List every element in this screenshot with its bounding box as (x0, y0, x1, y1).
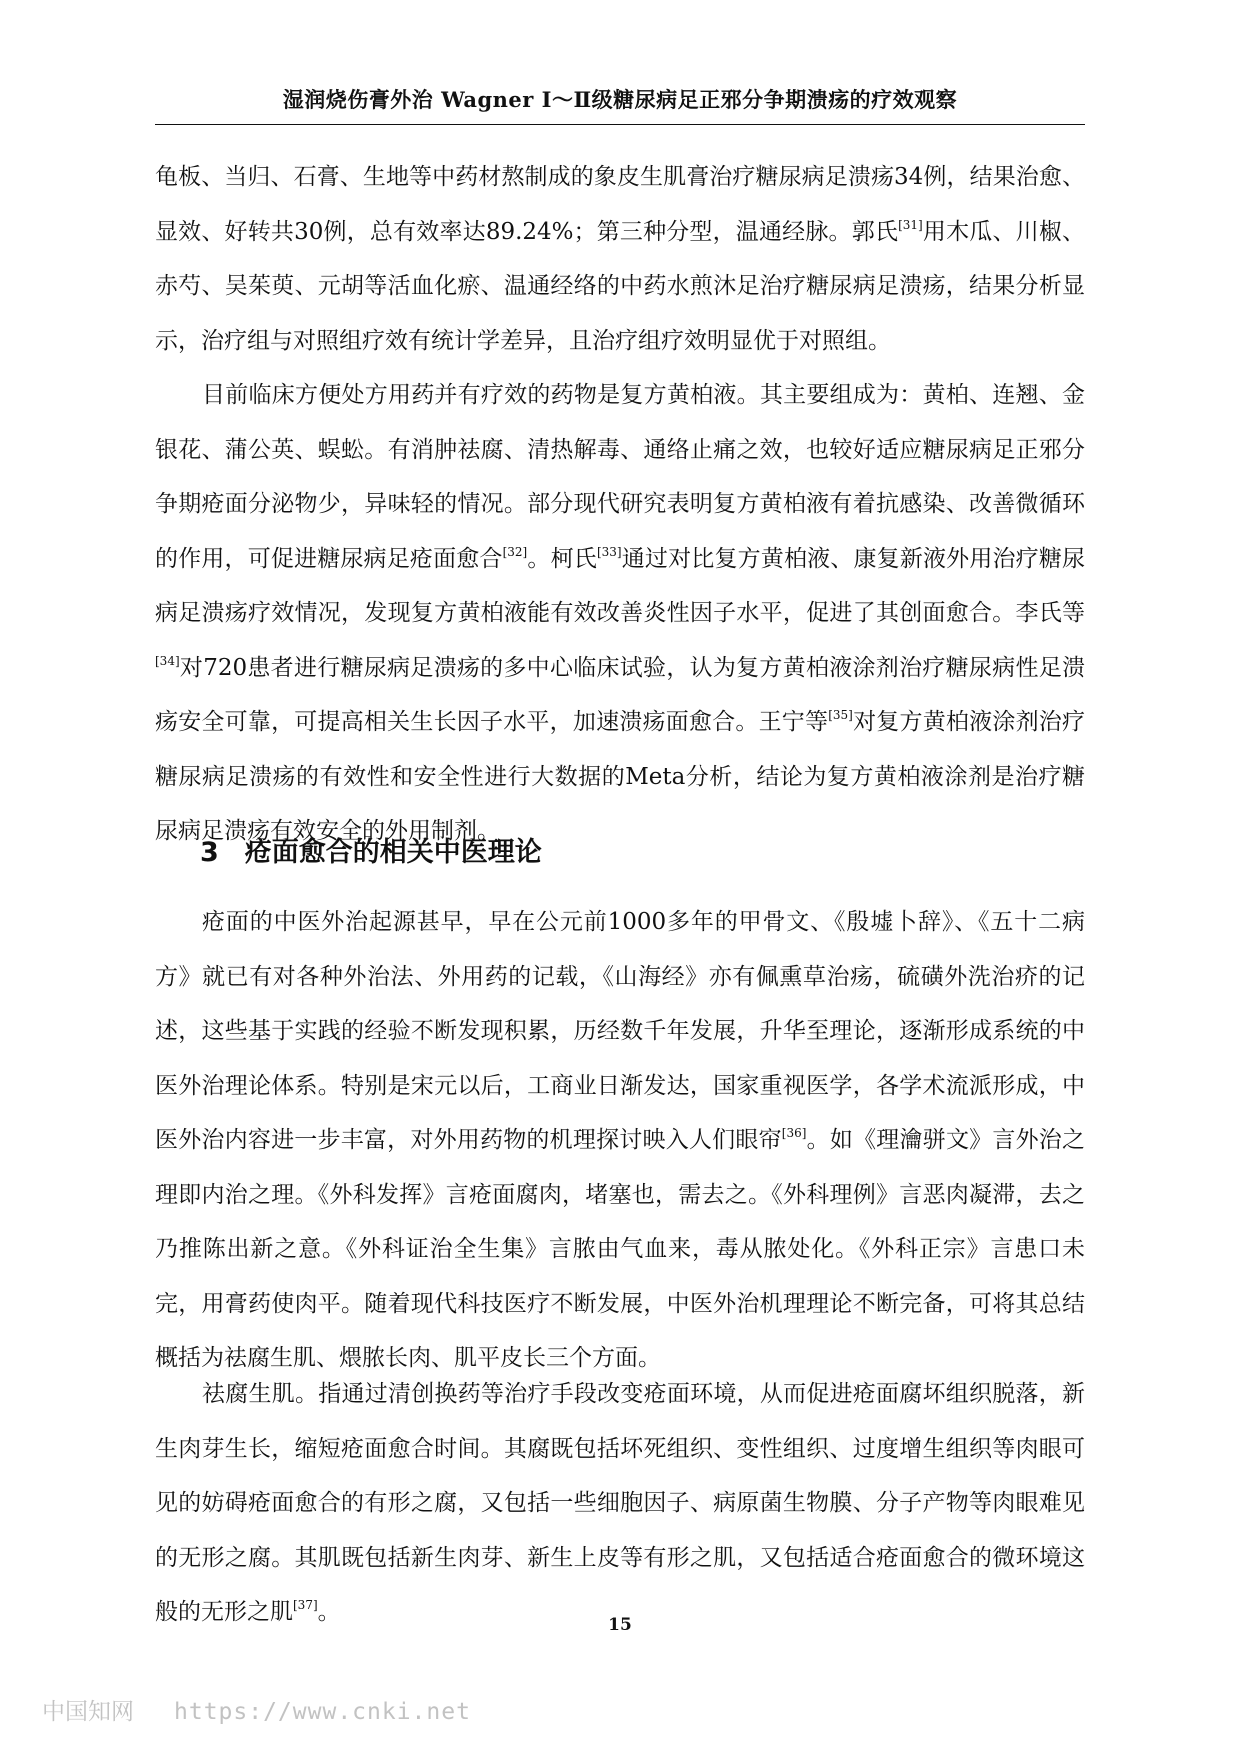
paragraph-text: 通过对比复方黄柏液、康复新液外用治疗糖尿病足溃疡疗效情况，发现复方黄柏液能有效改善炎性因子水平，促进了其创面愈合。李氏等 (155, 545, 1086, 626)
section-number: 3 (200, 837, 219, 868)
running-header: 湿润烧伤膏外治 Wagner Ⅰ～Ⅱ级糖尿病足正邪分争期溃疡的疗效观察 (282, 87, 958, 112)
paragraph-2 (155, 368, 1085, 859)
paragraph-text: 龟板、当归、石膏、生地等中药材熬制成的象皮生肌膏治疗糖尿病足溃疡34例，结果治愈、显效、好转共30例，总有效率达89.24%；第三种分型，温通经脉。郭氏 (155, 164, 1085, 245)
paragraph-text: 。柯氏 (527, 545, 597, 572)
paragraph-1 (155, 150, 1085, 368)
paragraph-text: 对复方黄柏液涂剂治疗糖尿病足溃疡的有效性和安全性进行大数据的Meta分析，结论为复方黄柏液涂剂是治疗糖尿病足溃疡有效安全的外用制剂。 (155, 709, 1086, 844)
header-rule (155, 124, 1085, 125)
watermark-name: 中国知网 (42, 1699, 134, 1725)
paragraph-text: 目前临床方便处方用药并有疗效的药物是复方黄柏液。其主要组成为：黄柏、连翘、金银花、蒲公英、蜈蚣。有消肿祛腐、清热解毒、通络止痛之效，也较好适应糖尿病足正邪分争期疮面分泌物少，异味轻的情况。部分现代研究表明复方黄柏液有着抗感染、改善微循环的作用，可促进糖尿病足疮面愈合 (155, 382, 1085, 572)
watermark-url: https://www.cnki.net (174, 1699, 471, 1725)
section-title: 疮面愈合的相关中医理论 (244, 837, 542, 868)
citation-ref: [36] (781, 1126, 807, 1140)
citation-ref: [35] (828, 708, 853, 722)
paragraph-text: 疮面的中医外治起源甚早，早在公元前1000多年的甲骨文、《殷墟卜辞》、《五十二病方》就已有对各种外治法、外用药的记载，《山海经》亦有佩熏草治疡，硫磺外洗治疥的记述，这些基于实践的经验不断发现积累，历经数千年发展，升华至理论，逐渐形成系统的中医外治理论体系。特别是宋元以后，工商业日渐发达，国家重视医学，各学术流派形成，中医外治内容进一步丰富，对外用药物的机理探讨映入人们眼帘 (155, 909, 1085, 1153)
cnki-watermark (42, 1693, 471, 1726)
paragraph-text: 用木瓜、川椒、赤芍、吴茱萸、元胡等活血化瘀、温通经络的中药水煎沐足治疗糖尿病足溃疡，结果分析显示，治疗组与对照组疗效有统计学差异，且治疗组疗效明显优于对照组。 (155, 218, 1085, 354)
citation-ref: [33] (596, 544, 622, 559)
section-heading (200, 830, 542, 869)
citation-ref: [37] (293, 1598, 318, 1612)
citation-ref: [31] (898, 217, 923, 232)
paragraph-text: 祛腐生肌。指通过清创换药等治疗手段改变疮面环境，从而促进疮面腐坏组织脱落，新生肉芽生长，缩短疮面愈合时间。其腐既包括坏死组织、变性组织、过度增生组织等肉眼可见的妨碍疮面愈合的有形之腐，又包括一些细胞因子、病原菌生物膜、分子产物等肉眼难见的无形之腐。其肌既包括新生肉芽、新生上皮等有形之肌，又包括适合疮面愈合的微环境这般的无形之肌 (155, 1381, 1085, 1625)
paragraph-text: 。如《理瀹骈文》言外治之理即内治之理。《外科发挥》言疮面腐肉，堵塞也，需去之。《外科理例》言恶肉凝滞，去之乃推陈出新之意。《外科证治全生集》言脓由气血来，毒从脓处化。《外科正宗》言患口未完，用膏药使肉平。随着现代科技医疗不断发展，中医外治机理理论不断完备，可将其总结概括为祛腐生肌、煨脓长肉、肌平皮长三个方面。 (155, 1127, 1086, 1371)
paragraph-4 (155, 1367, 1085, 1640)
paragraph-3 (155, 895, 1085, 1386)
paragraph-text: 。 (317, 1599, 341, 1625)
citation-ref: [34] (155, 653, 180, 668)
citation-ref: [32] (502, 544, 528, 559)
page-number: 15 (608, 1615, 632, 1635)
paragraph-text: 对720患者进行糖尿病足溃疡的多中心临床试验，认为复方黄柏液涂剂治疗糖尿病性足溃疡安全可靠，可提高相关生长因子水平，加速溃疡面愈合。王宁等 (155, 654, 1085, 735)
